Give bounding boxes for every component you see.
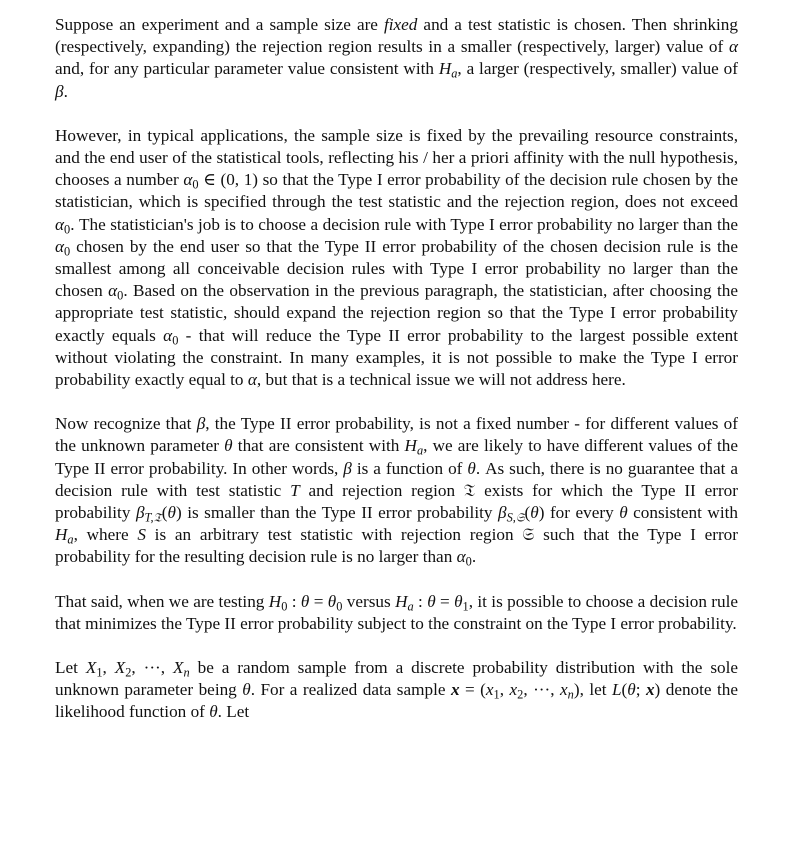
text-segment: 0 bbox=[465, 554, 472, 569]
text-segment: ) bbox=[573, 680, 580, 700]
text-segment: ( bbox=[161, 503, 168, 523]
text-segment: 0 bbox=[64, 244, 71, 259]
text-segment: ) bbox=[175, 503, 182, 523]
text-segment: θ bbox=[327, 591, 337, 611]
text-segment: β bbox=[343, 458, 352, 478]
text-segment: ) bbox=[654, 680, 661, 700]
text-segment: , but that is a technical issue we will not address here. bbox=[256, 370, 626, 390]
text-segment: a bbox=[67, 532, 74, 547]
text-segment: ; bbox=[635, 680, 646, 700]
text-segment: 1 bbox=[96, 665, 103, 680]
text-segment: 2 bbox=[125, 665, 132, 680]
text-segment: and a test statistic is chosen. Then shrinking (respectively, expanding) the rejection region results in a smaller (respectively, larger) value of bbox=[55, 15, 738, 57]
text-segment: , ···, bbox=[523, 680, 560, 700]
text-segment: θ bbox=[242, 680, 251, 700]
text-segment: 0 bbox=[64, 222, 71, 237]
text-segment: 𝔖 bbox=[522, 525, 535, 546]
text-segment: . Based on the observation in the previous paragraph, the statistician, after choosing the appropriate test statistic, should expand the rejection region so that the Type I error probability exactly equals bbox=[55, 281, 738, 345]
text-segment: α bbox=[108, 281, 118, 301]
text-segment: = bbox=[435, 591, 455, 611]
text-segment: a bbox=[416, 443, 424, 458]
text-segment: , ···, bbox=[131, 658, 173, 678]
text-segment: so that the Type I error probability of the decision rule chosen by the statistician, which is specified through the test statistic and the rejection region, does not exceed bbox=[55, 170, 738, 212]
text-segment: x bbox=[560, 680, 568, 700]
paragraph-rejection-region bbox=[55, 14, 738, 103]
text-segment: be a random sample from a discrete probability distribution with the sole unknown parameter being bbox=[55, 658, 739, 700]
text-segment: denote the likelihood function of bbox=[55, 680, 739, 722]
text-segment: θ bbox=[467, 458, 476, 478]
text-segment: x bbox=[509, 680, 518, 700]
text-segment: = ( bbox=[459, 680, 486, 700]
text-segment: H bbox=[395, 591, 408, 611]
text-segment: S bbox=[137, 525, 146, 545]
text-segment: ∈ (0, 1) bbox=[198, 170, 259, 190]
text-segment: θ bbox=[427, 591, 436, 611]
text-segment: 0 bbox=[336, 599, 343, 614]
text-segment: is smaller than the Type II error probability bbox=[181, 503, 498, 523]
text-segment: . For a realized data sample bbox=[250, 680, 451, 700]
text-segment: fixed bbox=[383, 15, 418, 34]
text-segment: n bbox=[183, 665, 190, 680]
text-segment: That said, when we are testing bbox=[55, 591, 269, 611]
text-segment: a bbox=[451, 66, 458, 81]
text-segment: ( bbox=[621, 680, 628, 700]
text-segment: 0 bbox=[192, 177, 199, 192]
paragraph-simple-hypotheses bbox=[55, 591, 738, 635]
text-segment: X bbox=[85, 658, 97, 678]
text-segment: x bbox=[485, 680, 494, 700]
text-segment: . Let bbox=[217, 702, 250, 722]
text-segment: H bbox=[55, 525, 68, 545]
text-segment: β bbox=[55, 81, 64, 101]
text-segment: α bbox=[728, 37, 738, 57]
text-segment: α bbox=[183, 170, 193, 190]
text-segment: exists for which the Type II error probability bbox=[55, 480, 738, 523]
text-segment: and, for any particular parameter value consistent with bbox=[55, 59, 439, 79]
text-segment: H bbox=[438, 59, 452, 79]
text-segment: , the Type II error probability, is not a fixed number - for different values of the unknown parameter bbox=[55, 414, 738, 456]
text-segment: that are consistent with bbox=[232, 436, 405, 456]
text-segment: θ bbox=[167, 503, 176, 523]
paragraph-type-two-error bbox=[55, 413, 738, 568]
text-segment: S,𝔖 bbox=[506, 510, 525, 525]
document-page bbox=[55, 14, 738, 724]
text-segment: T,𝔗 bbox=[144, 510, 162, 525]
text-segment: 𝔗 bbox=[463, 480, 476, 501]
text-segment: - that will reduce the Type II error probability to the largest possible extent without violating the constraint. In many examples, it is not possible to make the Type I error probability exactly equal to bbox=[55, 325, 738, 390]
text-segment: θ bbox=[530, 503, 539, 523]
text-segment: β bbox=[135, 503, 145, 523]
text-segment: ( bbox=[524, 503, 531, 523]
text-segment: 0 bbox=[172, 333, 179, 348]
text-segment: n bbox=[567, 687, 574, 702]
text-segment: x bbox=[450, 680, 460, 700]
text-segment: , bbox=[102, 658, 115, 678]
text-segment: is a function of bbox=[351, 458, 468, 478]
text-segment: versus bbox=[342, 591, 396, 611]
text-segment: consistent with bbox=[627, 503, 738, 523]
text-segment: : bbox=[413, 591, 428, 611]
text-segment: β bbox=[498, 503, 507, 523]
text-segment: 1 bbox=[493, 687, 500, 702]
text-segment: such that the Type I error probability for the resulting decision rule is no larger than bbox=[55, 525, 738, 567]
text-segment: X bbox=[114, 658, 126, 678]
text-segment: for every bbox=[544, 503, 620, 523]
text-segment: chosen by the end user so that the Type II error probability of the chosen decision rule is the smallest among all conceivable decision rules with Type I error probability no larger than the chosen bbox=[55, 236, 738, 301]
text-segment: is an arbitrary test statistic with rejection region bbox=[145, 525, 523, 545]
text-segment: θ bbox=[454, 591, 463, 611]
paragraph-typical-applications bbox=[55, 125, 738, 391]
text-segment: , we are likely to have different values of the Type II error probability. In other words, bbox=[55, 436, 738, 478]
text-segment: L bbox=[611, 680, 622, 700]
text-segment: x bbox=[645, 680, 655, 700]
text-segment: However, in typical applications, the sample size is fixed by the prevailing resource constraints, and the end user of the statistical tools, reflecting his / her a priori affinity with the null hypothesis, chooses a number bbox=[55, 125, 738, 190]
text-segment: T bbox=[290, 480, 300, 500]
text-segment: X bbox=[173, 658, 184, 678]
text-segment: Suppose an experiment and a sample size are bbox=[55, 15, 384, 34]
text-segment: , a larger (respectively, smaller) value of bbox=[457, 59, 738, 79]
text-segment: H bbox=[268, 591, 282, 611]
text-segment: and rejection region bbox=[299, 480, 464, 500]
text-segment: α bbox=[456, 547, 466, 567]
text-segment: 2 bbox=[517, 687, 524, 702]
text-segment: , bbox=[499, 680, 510, 700]
text-segment: α bbox=[247, 370, 257, 390]
text-segment: . As such, there is no guarantee that a decision rule with test statistic bbox=[55, 458, 738, 500]
paragraph-likelihood bbox=[55, 657, 738, 724]
text-segment: θ bbox=[224, 436, 233, 456]
text-segment: α bbox=[163, 325, 173, 345]
text-segment: α bbox=[55, 214, 65, 234]
text-segment: = bbox=[309, 591, 328, 611]
text-segment: , it is possible to choose a decision rule that minimizes the Type II error probability subject to the constraint on the Type I error probability. bbox=[55, 591, 739, 633]
text-segment: , where bbox=[73, 525, 138, 545]
text-segment: 0 bbox=[281, 599, 288, 614]
text-segment: a bbox=[407, 599, 414, 614]
text-segment: Now recognize that bbox=[55, 414, 197, 434]
text-segment: : bbox=[287, 591, 301, 611]
text-segment: 1 bbox=[462, 599, 469, 614]
text-segment: . bbox=[63, 81, 68, 101]
text-segment: β bbox=[196, 414, 206, 434]
text-segment: α bbox=[55, 236, 65, 256]
text-segment: θ bbox=[619, 503, 628, 523]
text-segment: θ bbox=[209, 702, 218, 722]
text-segment: ) bbox=[538, 503, 545, 523]
text-segment: , let bbox=[579, 680, 612, 700]
text-segment: 0 bbox=[117, 288, 124, 303]
text-segment: H bbox=[404, 436, 417, 456]
text-segment: . bbox=[471, 547, 477, 567]
text-segment: . The statistician's job is to choose a decision rule with Type I error probability no larger than the bbox=[70, 214, 738, 234]
text-segment: θ bbox=[627, 680, 636, 700]
text-segment: Let bbox=[55, 658, 86, 678]
text-segment: θ bbox=[300, 591, 310, 611]
